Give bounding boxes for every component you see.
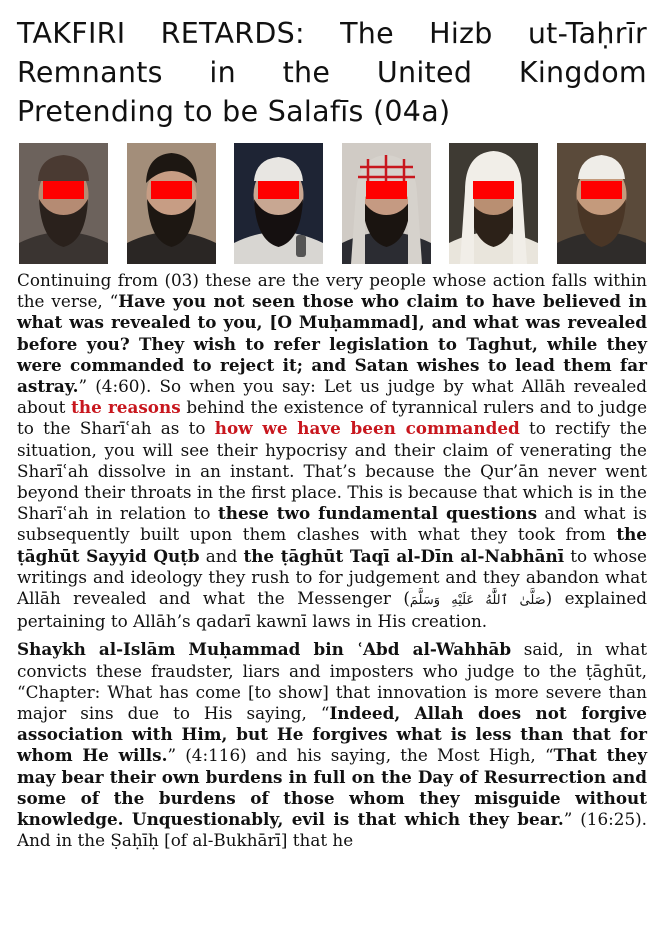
quran-quote: Indeed, Allah does not forgive association with Him, but He forgives what is less than that for whom He wills.	[17, 703, 647, 766]
portrait-photo	[557, 143, 646, 264]
censor-bar	[581, 181, 622, 199]
text-run: said, in what convicts these fraudster, liars and imposters who judge to the ṭāghūt, “Chapter: What has come [to show] that innovation is more severe than major sins due to His saying, “	[17, 639, 647, 724]
text-run: ” (16:25). And in the Ṣaḥīḥ [of al-Bukhārī] that he	[17, 809, 648, 851]
text-run: to whose writings and ideology they rush to for judgement and they abandon what Allāh revealed and what the Messenger (	[17, 545, 647, 609]
portrait-photo	[449, 143, 538, 264]
portrait-photo	[234, 143, 323, 264]
photo-strip	[19, 143, 646, 264]
salawat-glyph: صَلَّىٰ ٱللَّٰهُ عَلَيْهِ وَسَلَّمَ	[409, 593, 546, 609]
paragraph-2	[17, 639, 647, 851]
portrait-photo	[127, 143, 216, 264]
quran-quote: That they may bear their own burdens in full on the Day of Resurrection and some of the burdens of those whom they misguide without knowledge. Unquestionably, evil is that which they bear.	[17, 745, 647, 830]
text-run: Continuing from (03) these are the very people whose action falls within the verse, “	[17, 270, 647, 312]
censor-bar	[258, 181, 299, 199]
bold-phrase: the ṭāghūt Sayyid Quṭb	[17, 524, 647, 566]
text-run: to rectify the situation, you will see their hypocrisy and their claim of venerating the Sharīʿah dissolve in an instant. That’s because the Qur’ān never went beyond their throats in the first place. This is because that which is in the Sharīʿah in relation to	[17, 418, 647, 524]
text-run: ” (4:60). So when you say: Let us judge by what Allāh revealed about	[17, 376, 647, 418]
censor-bar	[366, 181, 407, 199]
text-run: ” (4:116) and his saying, the Most High, “	[167, 745, 554, 766]
censor-bar	[151, 181, 192, 199]
highlight-the-reasons: the reasons	[71, 397, 181, 418]
text-run: and	[199, 545, 244, 566]
censor-bar	[473, 181, 514, 199]
portrait-photo	[342, 143, 431, 264]
bold-phrase: the ṭāghūt Taqī al-Dīn al-Nabhānī	[243, 545, 565, 566]
page-title: TAKFIRI RETARDS: The Hizb ut-Taḥrīr Remnants in the United Kingdom Pretending to be Salafīs (04a)	[17, 17, 647, 128]
paragraph-1	[17, 270, 647, 632]
text-run: ) explained pertaining to Allāh’s qadarī kawnī laws in His creation.	[17, 588, 647, 632]
text-run: and what is subsequently built upon them clashes with what they took from	[17, 503, 647, 545]
bold-phrase: these two fundamental questions	[218, 503, 538, 524]
highlight-how-commanded: how we have been commanded	[214, 418, 520, 439]
bold-phrase: Shaykh al-Islām Muḥammad bin ʿAbd al-Wahhāb	[17, 639, 512, 660]
quran-quote: Have you not seen those who claim to have believed in what was revealed to you, [O Muḥammad], and what was revealed before you? They wish to refer legislation to Taghut, while they were commanded to reject it; and Satan wishes to lead them far astray.	[17, 291, 647, 397]
portrait-photo	[19, 143, 108, 264]
text-run: behind the existence of tyrannical rulers and to judge to the Sharīʿah as to	[17, 397, 648, 439]
censor-bar	[43, 181, 84, 199]
microphone	[296, 235, 306, 257]
